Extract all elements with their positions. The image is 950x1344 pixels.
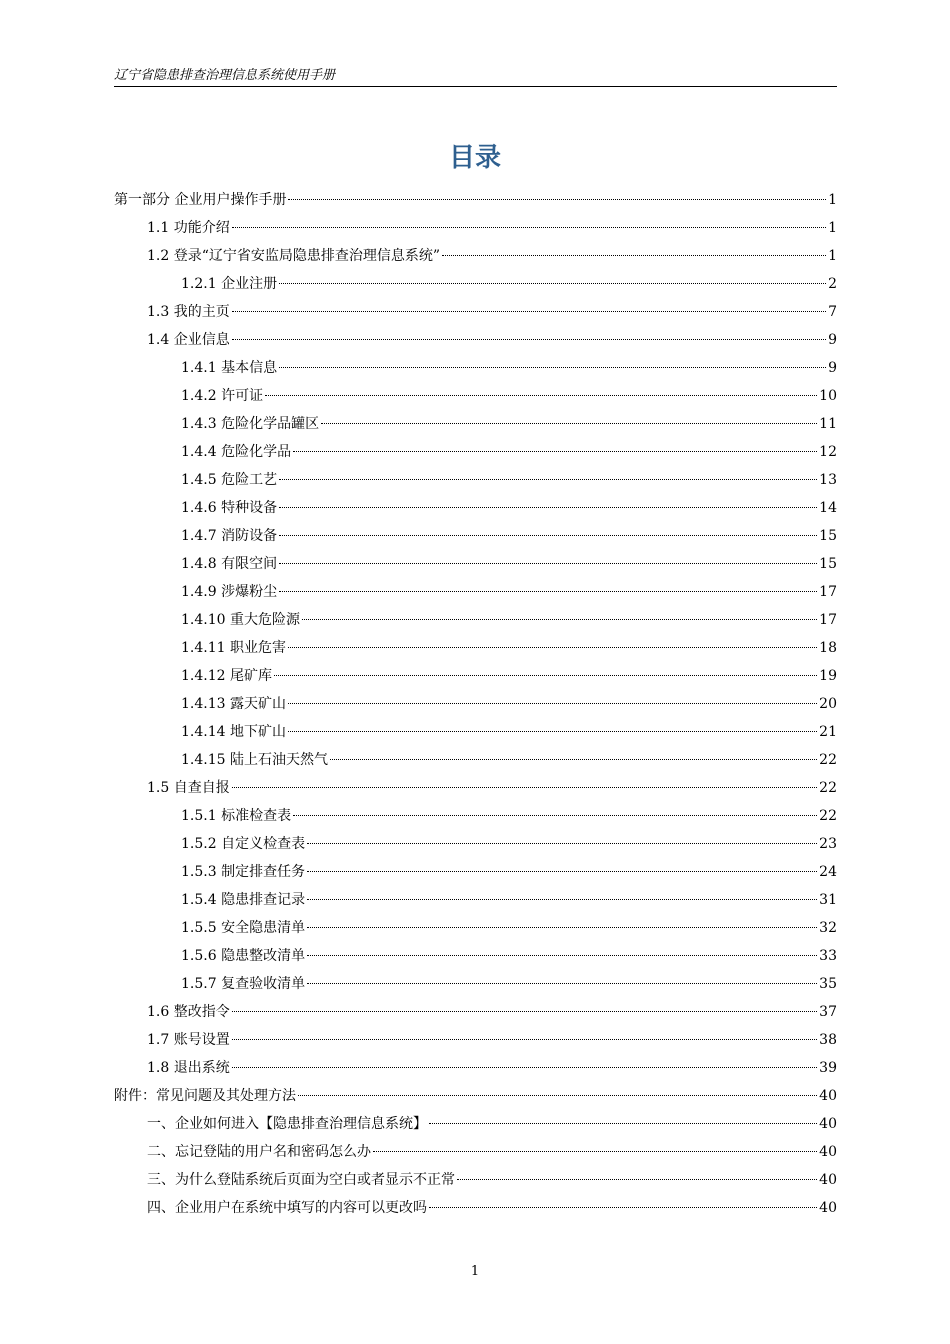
toc-dot-leader (293, 451, 817, 452)
toc-entry-label: 1.4.8 有限空间 (181, 556, 278, 572)
toc-entry-page: 40 (819, 1116, 837, 1132)
toc-entry-label: 1.2.1 企业注册 (181, 276, 278, 292)
toc-dot-leader (232, 1039, 817, 1040)
toc-entry[interactable] (114, 187, 837, 215)
toc-dot-leader (279, 367, 826, 368)
toc-entry-label: 1.5.2 自定义检查表 (181, 836, 306, 852)
page-number: 1 (470, 1264, 480, 1279)
toc-entry-label: 1.4.6 特种设备 (181, 500, 278, 516)
toc-entry-label: 1.5 自查自报 (147, 780, 230, 796)
toc-entry-label: 1.5.7 复查验收清单 (181, 976, 306, 992)
toc-entry[interactable] (114, 355, 837, 383)
toc-entry-page: 35 (819, 976, 837, 992)
toc-entry[interactable] (114, 915, 837, 943)
toc-entry-page: 22 (819, 780, 837, 796)
toc-entry[interactable] (114, 271, 837, 299)
toc-entry[interactable] (114, 775, 837, 803)
toc-entry[interactable] (114, 1055, 837, 1083)
toc-entry-label: 1.4.5 危险工艺 (181, 472, 278, 488)
toc-entry-page: 15 (819, 528, 837, 544)
toc-entry-page: 40 (819, 1172, 837, 1188)
toc-entry[interactable] (114, 383, 837, 411)
toc-entry[interactable] (114, 831, 837, 859)
toc-entry-page: 38 (819, 1032, 837, 1048)
toc-entry-page: 1 (828, 248, 837, 264)
toc-dot-leader (232, 787, 817, 788)
toc-dot-leader (279, 563, 817, 564)
toc-dot-leader (429, 1207, 817, 1208)
toc-entry-page: 14 (819, 500, 837, 516)
toc-dot-leader (232, 1067, 817, 1068)
toc-entry-page: 33 (819, 948, 837, 964)
toc-entry-page: 22 (819, 752, 837, 768)
toc-entry-label: 二、忘记登陆的用户名和密码怎么办 (147, 1144, 371, 1160)
toc-dot-leader (279, 283, 826, 284)
toc-dot-leader (232, 227, 826, 228)
toc-entry[interactable] (114, 859, 837, 887)
toc-entry-label: 1.3 我的主页 (147, 304, 230, 320)
toc-entry[interactable] (114, 971, 837, 999)
toc-dot-leader (279, 507, 817, 508)
running-header (114, 66, 837, 87)
toc-dot-leader (279, 535, 817, 536)
toc-entry-label: 三、为什么登陆系统后页面为空白或者显示不正常 (147, 1172, 455, 1188)
toc-entry[interactable] (114, 411, 837, 439)
toc-entry[interactable] (114, 1139, 837, 1167)
toc-entry-label: 一、企业如何进入【隐患排查治理信息系统】 (147, 1116, 427, 1132)
toc-entry-label: 1.4.13 露天矿山 (181, 696, 286, 712)
toc-dot-leader (442, 255, 826, 256)
toc-entry-label: 1.6 整改指令 (147, 1004, 230, 1020)
toc-entry-label: 1.4.12 尾矿库 (181, 668, 272, 684)
toc-entry[interactable] (114, 887, 837, 915)
toc-entry[interactable] (114, 1083, 837, 1111)
toc-entry[interactable] (114, 663, 837, 691)
toc-entry[interactable] (114, 1195, 837, 1223)
toc-entry-label: 四、企业用户在系统中填写的内容可以更改吗 (147, 1200, 427, 1216)
toc-entry-page: 10 (819, 388, 837, 404)
toc-entry-page: 17 (819, 612, 837, 628)
toc-dot-leader (307, 843, 817, 844)
toc-entry[interactable] (114, 523, 837, 551)
toc-dot-leader (302, 619, 817, 620)
toc-dot-leader (307, 899, 817, 900)
toc-dot-leader (288, 703, 817, 704)
toc-entry-page: 11 (819, 416, 837, 432)
toc-entry-label: 1.1 功能介绍 (147, 220, 230, 236)
toc-entry-page: 1 (828, 192, 837, 208)
toc-dot-leader (288, 647, 817, 648)
toc-entry-label: 1.5.5 安全隐患清单 (181, 920, 306, 936)
toc-entry[interactable] (114, 691, 837, 719)
toc-entry-label: 1.4.11 职业危害 (181, 640, 286, 656)
toc-entry[interactable] (114, 551, 837, 579)
toc-entry-page: 23 (819, 836, 837, 852)
toc-dot-leader (232, 339, 826, 340)
toc-dot-leader (232, 1011, 817, 1012)
toc-dot-leader (232, 311, 826, 312)
toc-entry-page: 20 (819, 696, 837, 712)
toc-dot-leader (330, 759, 817, 760)
toc-entry-label: 第一部分 企业用户操作手册 (114, 192, 287, 208)
toc-entry-page: 40 (819, 1088, 837, 1104)
toc-entry[interactable] (114, 579, 837, 607)
toc-entry[interactable] (114, 1027, 837, 1055)
toc-entry-label: 1.4.10 重大危险源 (181, 612, 300, 628)
toc-dot-leader (457, 1179, 817, 1180)
toc-entry[interactable] (114, 495, 837, 523)
toc-dot-leader (307, 871, 817, 872)
toc-entry[interactable] (114, 607, 837, 635)
toc-dot-leader (293, 815, 817, 816)
toc-entry-page: 37 (819, 1004, 837, 1020)
toc-dot-leader (321, 423, 817, 424)
toc-entry-page: 21 (819, 724, 837, 740)
page-footer (0, 1264, 950, 1279)
toc-entry-page: 1 (828, 220, 837, 236)
toc-dot-leader (274, 675, 817, 676)
toc-entry-label: 1.4.15 陆上石油天然气 (181, 752, 328, 768)
toc-entry[interactable] (114, 1167, 837, 1195)
header-title: 辽宁省隐患排查治理信息系统使用手册 (114, 68, 336, 83)
toc-entry[interactable] (114, 803, 837, 831)
toc-entry-page: 13 (819, 472, 837, 488)
toc-entry-page: 24 (819, 864, 837, 880)
toc-entry[interactable] (114, 215, 837, 243)
toc-entry-label: 1.5.6 隐患整改清单 (181, 948, 306, 964)
toc-entry[interactable] (114, 719, 837, 747)
toc-entry-page: 18 (819, 640, 837, 656)
toc-entry[interactable] (114, 243, 837, 271)
toc-entry-page: 9 (828, 332, 837, 348)
table-of-contents (114, 187, 837, 1223)
toc-entry-page: 7 (828, 304, 837, 320)
toc-entry-label: 1.2 登录“辽宁省安监局隐患排查治理信息系统” (147, 248, 441, 264)
toc-dot-leader (307, 955, 817, 956)
toc-dot-leader (279, 591, 817, 592)
toc-dot-leader (429, 1123, 817, 1124)
toc-dot-leader (265, 395, 817, 396)
toc-entry-page: 19 (819, 668, 837, 684)
toc-entry-page: 39 (819, 1060, 837, 1076)
toc-entry-label: 1.4.2 许可证 (181, 388, 264, 404)
toc-entry-page: 31 (819, 892, 837, 908)
toc-dot-leader (373, 1151, 817, 1152)
toc-entry-label: 1.8 退出系统 (147, 1060, 230, 1076)
toc-entry-page: 9 (828, 360, 837, 376)
toc-entry-label: 1.7 账号设置 (147, 1032, 230, 1048)
toc-entry[interactable] (114, 299, 837, 327)
toc-entry-label: 1.4.4 危险化学品 (181, 444, 292, 460)
toc-entry-label: 1.5.1 标准检查表 (181, 808, 292, 824)
toc-entry-page: 12 (819, 444, 837, 460)
toc-entry-page: 22 (819, 808, 837, 824)
toc-entry[interactable] (114, 439, 837, 467)
toc-entry[interactable] (114, 467, 837, 495)
toc-entry-page: 2 (828, 276, 837, 292)
toc-entry-page: 40 (819, 1200, 837, 1216)
toc-entry[interactable] (114, 1111, 837, 1139)
toc-entry-label: 1.5.4 隐患排查记录 (181, 892, 306, 908)
toc-entry-page: 17 (819, 584, 837, 600)
toc-entry-label: 1.4.7 消防设备 (181, 528, 278, 544)
toc-entry-label: 1.4.3 危险化学品罐区 (181, 416, 320, 432)
toc-entry-page: 15 (819, 556, 837, 572)
toc-entry[interactable] (114, 943, 837, 971)
toc-dot-leader (307, 983, 817, 984)
toc-entry-label: 1.4.1 基本信息 (181, 360, 278, 376)
toc-entry[interactable] (114, 327, 837, 355)
toc-dot-leader (307, 927, 817, 928)
toc-entry-label: 附件：常见问题及其处理方法 (114, 1088, 296, 1104)
toc-dot-leader (279, 479, 817, 480)
toc-dot-leader (288, 199, 826, 200)
toc-entry[interactable] (114, 999, 837, 1027)
toc-dot-leader (298, 1095, 817, 1096)
toc-entry[interactable] (114, 747, 837, 775)
toc-title: 目录 (448, 143, 501, 173)
toc-entry-label: 1.4.14 地下矿山 (181, 724, 286, 740)
toc-dot-leader (288, 731, 817, 732)
toc-entry-label: 1.4.9 涉爆粉尘 (181, 584, 278, 600)
toc-entry-label: 1.4 企业信息 (147, 332, 230, 348)
toc-entry-page: 32 (819, 920, 837, 936)
toc-entry[interactable] (114, 635, 837, 663)
toc-entry-label: 1.5.3 制定排查任务 (181, 864, 306, 880)
toc-entry-page: 40 (819, 1144, 837, 1160)
